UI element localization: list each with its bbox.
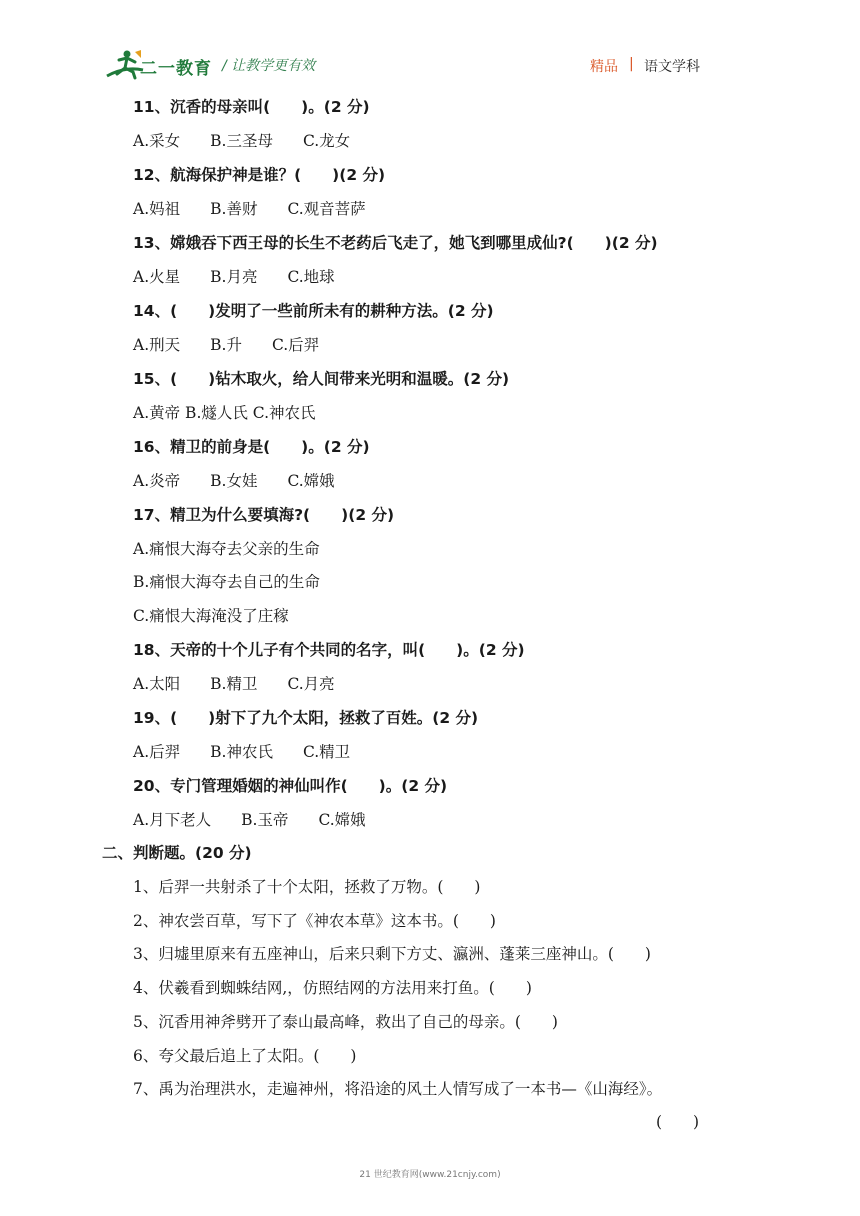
option: A.火星 bbox=[133, 268, 181, 286]
question-stem: 16、精卫的前身是( )。(2 分) bbox=[133, 438, 370, 456]
judgement-item: 3、归墟里原来有五座神山，后来只剩下方丈、瀛洲、蓬莱三座神山。( ) bbox=[133, 945, 651, 963]
option: B.升 bbox=[210, 336, 242, 354]
option: A.刑天 bbox=[133, 336, 181, 354]
subject-label: 语文学科 bbox=[644, 59, 700, 75]
option: A.痛恨大海夺去父亲的生命 bbox=[133, 540, 320, 558]
option: C.龙女 bbox=[302, 132, 351, 150]
question-options bbox=[133, 809, 396, 831]
option: C.嫦娥 bbox=[318, 811, 366, 829]
question-options bbox=[133, 198, 396, 220]
question-options bbox=[133, 470, 365, 492]
judgement-item: 7、禹为治理洪水，走遍神州，将沿途的风土人情写成了一本书—《山海经》。 bbox=[133, 1080, 663, 1098]
question-stem: 15、( )钻木取火，给人间带来光明和温暖。(2 分) bbox=[133, 370, 510, 388]
judgement-item: 4、伏羲看到蜘蛛结网,，仿照结网的方法用来打鱼。( ) bbox=[133, 979, 532, 997]
section-title: 二、判断题。(20 分) bbox=[102, 844, 252, 862]
option: B.女娃 bbox=[210, 472, 258, 490]
question-stem: 20、专门管理婚姻的神仙叫作( )。(2 分) bbox=[133, 777, 448, 795]
option: A.妈祖 bbox=[133, 200, 181, 218]
question-stem: 18、天帝的十个儿子有个共同的名字，叫( )。(2 分) bbox=[133, 641, 525, 659]
page-footer: 21 世纪教育网(www.21cnjy.com) bbox=[359, 1170, 501, 1180]
judgement-item: 6、夸父最后追上了太阳。( ) bbox=[133, 1047, 357, 1065]
option: C.后羿 bbox=[271, 336, 320, 354]
option: B.精卫 bbox=[210, 675, 258, 693]
question-options bbox=[133, 741, 380, 763]
logo-text: 二一教育 bbox=[140, 59, 212, 79]
option: C.月亮 bbox=[287, 675, 335, 693]
option: B.痛恨大海夺去自己的生命 bbox=[133, 573, 320, 591]
judgement-item: 2、神农尝百草，写下了《神农本草》这本书。( ) bbox=[133, 912, 496, 930]
answer-blank: ( ) bbox=[656, 1113, 700, 1131]
option: A.炎帝 bbox=[133, 472, 181, 490]
option: C.地球 bbox=[287, 268, 335, 286]
option: B.玉帝 bbox=[241, 811, 289, 829]
question-stem: 17、精卫为什么要填海?( )(2 分) bbox=[133, 506, 395, 524]
option: B.善财 bbox=[210, 200, 258, 218]
option: A.月下老人 bbox=[133, 811, 212, 829]
judgement-item: 5、沉香用神斧劈开了泰山最高峰，救出了自己的母亲。( ) bbox=[133, 1013, 558, 1031]
option: C.观音菩萨 bbox=[287, 200, 366, 218]
question-options bbox=[133, 334, 349, 356]
premium-label: 精品 bbox=[590, 59, 618, 75]
option: C.嫦娥 bbox=[287, 472, 335, 490]
question-stem: 12、航海保护神是谁？( )(2 分) bbox=[133, 166, 386, 184]
option: B.神农氏 bbox=[210, 743, 273, 761]
option: A.后羿 bbox=[133, 743, 181, 761]
option: B.月亮 bbox=[210, 268, 258, 286]
option: A.采女 bbox=[133, 132, 181, 150]
option: C.痛恨大海淹没了庄稼 bbox=[133, 607, 289, 625]
question-options bbox=[133, 673, 365, 695]
slogan: / 让教学更有效 bbox=[222, 58, 316, 74]
option: A.太阳 bbox=[133, 675, 181, 693]
question-options bbox=[133, 266, 365, 288]
question-stem: 14、( )发明了一些前所未有的耕种方法。(2 分) bbox=[133, 302, 494, 320]
question-stem: 19、( )射下了九个太阳，拯救了百姓。(2 分) bbox=[133, 709, 479, 727]
question-stem: 13、嫦娥吞下西王母的长生不老药后飞走了，她飞到哪里成仙?( )(2 分) bbox=[133, 234, 658, 252]
option: C.精卫 bbox=[302, 743, 351, 761]
page-header bbox=[0, 0, 860, 90]
option: B.三圣母 bbox=[210, 132, 273, 150]
judgement-item: 1、后羿一共射杀了十个太阳，拯救了万物。( ) bbox=[133, 878, 481, 896]
question-options bbox=[133, 130, 380, 152]
header-separator: | bbox=[629, 56, 634, 72]
question-options: A.黄帝 B.燧人氏 C.神农氏 bbox=[133, 404, 316, 422]
question-stem: 11、沉香的母亲叫( )。(2 分) bbox=[133, 98, 370, 116]
